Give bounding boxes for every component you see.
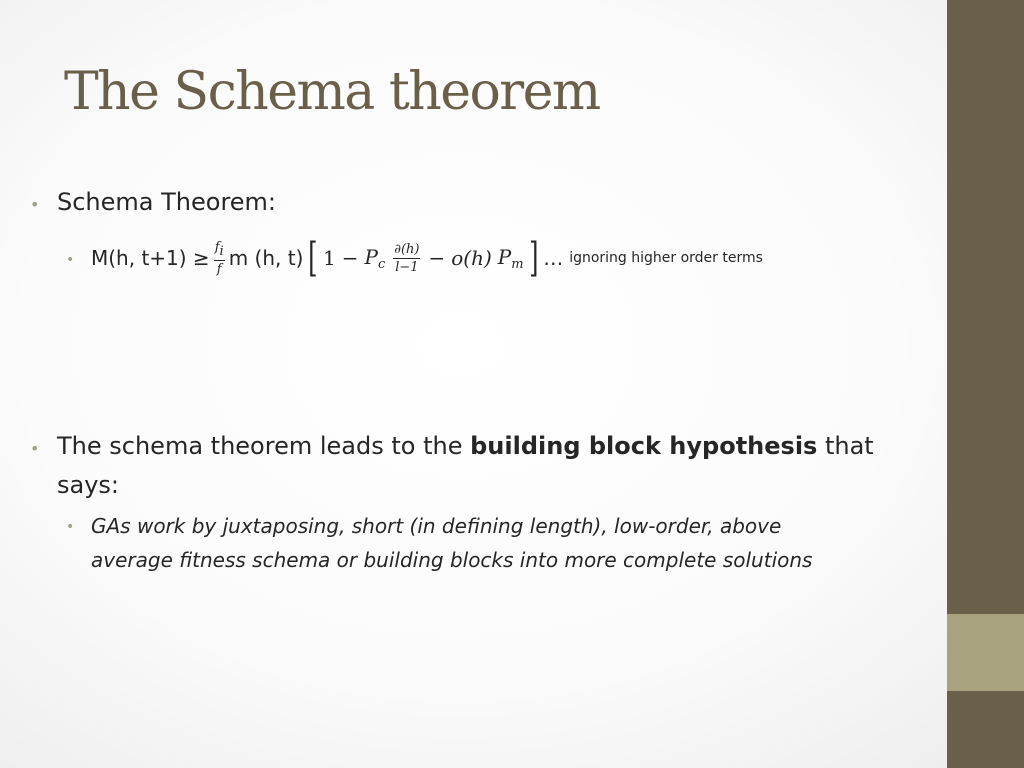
mutation-symbol: P	[497, 244, 512, 269]
defining-length-denominator: l−1	[395, 259, 419, 275]
bullet-dot-icon: •	[30, 195, 40, 214]
bullet-dot-icon: •	[30, 439, 40, 458]
defining-length-numerator: ∂(h)	[394, 241, 420, 257]
bullet-schema-theorem: Schema Theorem:	[57, 188, 277, 216]
sidebar-accent-block	[947, 614, 1024, 691]
formula-schema-count: m (h, t)	[228, 246, 304, 270]
formula-order: o(h)	[451, 246, 492, 270]
bracket-close: ]	[528, 235, 539, 281]
mutation-subscript: m	[511, 256, 524, 272]
fraction-numerator: f	[214, 239, 220, 255]
bullet-building-block-line1	[57, 432, 874, 460]
fraction-denominator: f̄	[216, 261, 222, 277]
bullet-building-block-line2: says:	[57, 471, 120, 499]
bullet-text-after: that	[824, 432, 874, 460]
crossover-subscript: c	[377, 256, 386, 272]
bullet-text-before: The schema theorem leads to the	[57, 432, 463, 460]
bullet-dot-icon: •	[66, 519, 75, 535]
formula-prefix: M(h, t+1) ≥	[91, 246, 210, 270]
formula-minus: −	[341, 246, 359, 270]
defining-length-fraction	[393, 243, 420, 274]
bracket-open: [	[308, 235, 318, 281]
crossover-symbol: P	[364, 244, 378, 269]
hypothesis-line1: GAs work by juxtaposing, short (in defining length), low-order, above	[91, 514, 782, 538]
fitness-ratio-fraction	[214, 241, 225, 276]
schema-formula	[91, 230, 763, 286]
bullet-text-bold: building block hypothesis	[470, 432, 818, 460]
bullet-dot-icon: •	[66, 252, 75, 268]
formula-mutation-prob	[498, 245, 524, 272]
formula-crossover-prob	[364, 245, 385, 272]
formula-note: ignoring higher order terms	[569, 250, 763, 266]
fraction-numerator-sub: i	[219, 243, 224, 259]
formula-minus: −	[428, 246, 446, 270]
slide-title: The Schema theorem	[64, 62, 600, 122]
formula-one: 1	[322, 246, 336, 270]
hypothesis-line2: average fitness schema or building blocks into more complete solutions	[91, 548, 813, 572]
formula-ellipsis: …	[543, 246, 564, 270]
